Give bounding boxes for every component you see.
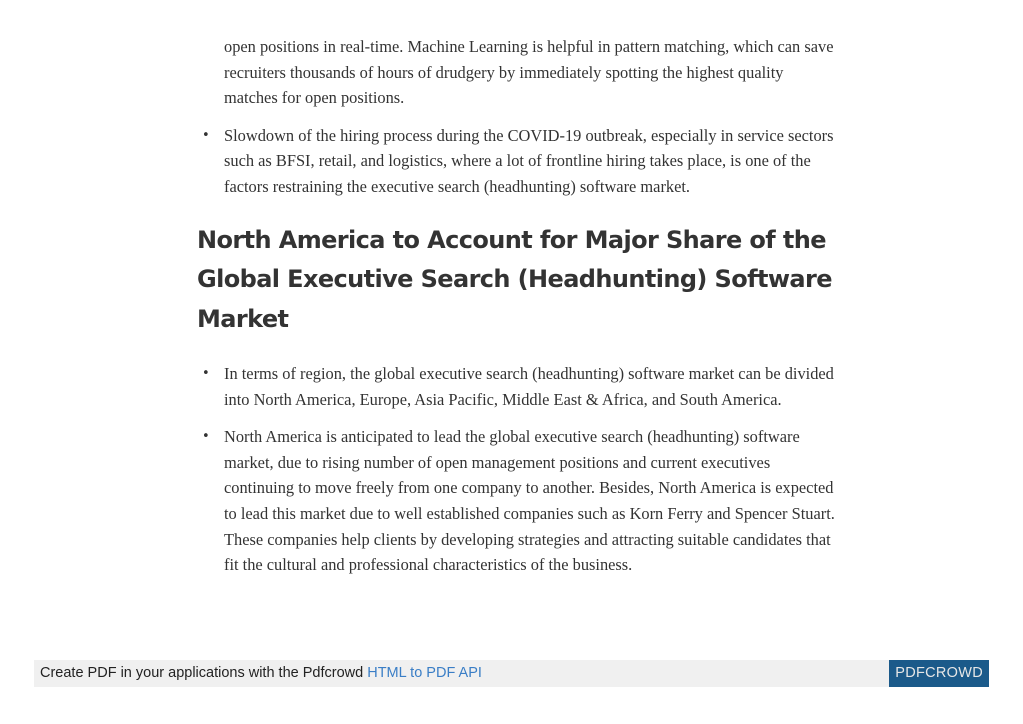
pdfcrowd-brand-button[interactable]: PDFCROWD xyxy=(889,660,989,687)
bullet-text: Slowdown of the hiring process during the COVID-19 outbreak, especially in service sectors such as BFSI, retail, and logistics, where a lot of frontline hiring takes place, is one of the factors restraining the executive search (headhunting) software market. xyxy=(224,125,834,196)
list-item xyxy=(197,34,837,111)
bullet-text: open positions in real-time. Machine Learning is helpful in pattern matching, which can save recruiters thousands of hours of drudgery by immediately spotting the highest quality matches for open positions. xyxy=(224,37,834,108)
list-item xyxy=(197,361,837,412)
bullet-text: North America is anticipated to lead the global executive search (headhunting) software market, due to rising number of open management positions and current executives continuing to move freely from one company to another. Besides, North America is expected to lead this market due to well established companies such as Korn Ferry and Spencer Stuart. These companies help clients by developing strategies and attracting suitable candidates that fit the cultural and professional characteristics of the business. xyxy=(224,427,835,575)
bullet-icon: • xyxy=(202,127,210,143)
section-heading: North America to Account for Major Share of the Global Executive Search (Headhunting) Software Market xyxy=(197,225,832,333)
html-to-pdf-api-link[interactable]: HTML to PDF API xyxy=(367,665,482,681)
article-body xyxy=(197,34,837,578)
footer-text xyxy=(40,665,482,681)
list-item xyxy=(197,123,837,200)
list-item xyxy=(197,424,837,578)
bullet-icon: • xyxy=(202,366,210,382)
bullet-list-top xyxy=(197,34,837,200)
bullet-text: In terms of region, the global executive search (headhunting) software market can be divided into North America, Europe, Asia Pacific, Middle East & Africa, and South America. xyxy=(224,364,834,409)
pdf-footer-bar xyxy=(34,660,989,687)
footer-caption: Create PDF in your applications with the Pdfcrowd xyxy=(40,665,368,681)
bullet-list-bottom xyxy=(197,361,837,578)
bullet-icon: • xyxy=(202,429,210,445)
